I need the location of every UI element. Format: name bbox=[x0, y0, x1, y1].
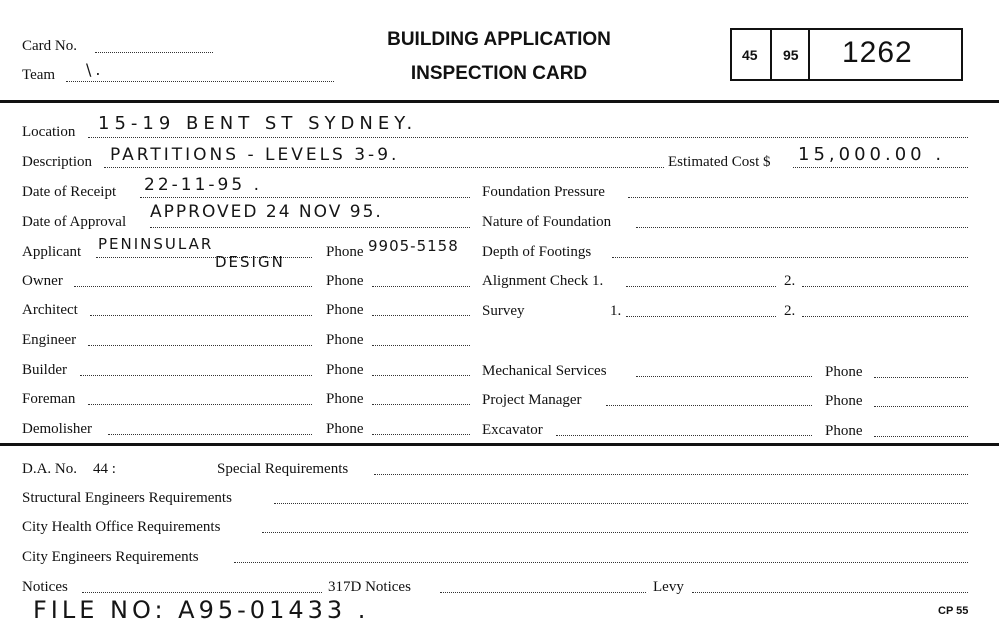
demolisher-line bbox=[108, 434, 312, 435]
description-line bbox=[104, 167, 664, 168]
applicant-phone-label: Phone bbox=[326, 244, 364, 260]
location-line bbox=[88, 137, 968, 138]
engineer-phone-label: Phone bbox=[326, 332, 364, 348]
date-of-receipt-label: Date of Receipt bbox=[22, 184, 117, 200]
depth-of-footings-line bbox=[612, 257, 968, 258]
mechanical-services-label: Mechanical Services bbox=[482, 363, 607, 379]
owner-line bbox=[74, 286, 312, 287]
foreman-phone-line bbox=[372, 404, 470, 405]
survey-2-line bbox=[802, 316, 968, 317]
applicant-label: Applicant bbox=[22, 244, 82, 260]
team-line bbox=[66, 81, 334, 82]
team-label: Team bbox=[22, 67, 56, 83]
applicant-phone-value: 9905-5158 bbox=[368, 237, 459, 255]
date-of-receipt-value: 22-11-95 . bbox=[144, 175, 262, 195]
form-code: CP 55 bbox=[938, 605, 969, 617]
mechanical-services-line bbox=[636, 376, 812, 377]
date-of-approval-label: Date of Approval bbox=[22, 214, 127, 230]
location-label: Location bbox=[22, 124, 76, 140]
foundation-pressure-label: Foundation Pressure bbox=[482, 184, 605, 200]
depth-of-footings-label: Depth of Footings bbox=[482, 244, 592, 260]
owner-phone-line bbox=[372, 286, 470, 287]
levy-line bbox=[692, 592, 968, 593]
foreman-line bbox=[88, 404, 312, 405]
city-engineers-line bbox=[234, 562, 968, 563]
engineer-label: Engineer bbox=[22, 332, 77, 348]
notices-line bbox=[82, 592, 322, 593]
applicant-value-line1: PENINSULAR bbox=[98, 235, 214, 253]
city-health-line bbox=[262, 532, 968, 533]
demolisher-label: Demolisher bbox=[22, 421, 92, 437]
applicant-value-line2: DESIGN bbox=[215, 253, 285, 271]
survey-label: Survey bbox=[482, 303, 525, 319]
file-no-value: FILE NO: A95-01433 . bbox=[33, 596, 370, 624]
date-of-receipt-line bbox=[140, 197, 470, 198]
mechanical-services-phone-line bbox=[874, 377, 968, 378]
builder-line bbox=[80, 375, 312, 376]
project-manager-label: Project Manager bbox=[482, 392, 582, 408]
date-of-approval-line bbox=[150, 227, 470, 228]
survey-1-label: 1. bbox=[610, 303, 622, 319]
demolisher-phone-line bbox=[372, 434, 470, 435]
structural-engineers-label: Structural Engineers Requirements bbox=[22, 490, 232, 506]
estimated-cost-value: 15,000.00 . bbox=[798, 144, 946, 165]
estimated-cost-line bbox=[793, 167, 968, 168]
description-label: Description bbox=[22, 154, 92, 170]
owner-label: Owner bbox=[22, 273, 63, 289]
project-manager-phone-line bbox=[874, 406, 968, 407]
date-of-approval-value: APPROVED 24 NOV 95. bbox=[150, 202, 383, 222]
team-value: \. bbox=[86, 60, 105, 79]
foreman-phone-label: Phone bbox=[326, 391, 364, 407]
special-requirements-label: Special Requirements bbox=[217, 461, 349, 477]
alignment-check-1-line bbox=[626, 286, 776, 287]
city-health-label: City Health Office Requirements bbox=[22, 519, 221, 535]
excavator-line bbox=[556, 435, 812, 436]
nature-of-foundation-label: Nature of Foundation bbox=[482, 214, 612, 230]
box-left-value: 45 bbox=[742, 47, 758, 63]
alignment-check-label: Alignment Check 1. bbox=[482, 273, 604, 289]
owner-phone-label: Phone bbox=[326, 273, 364, 289]
da-no-value: 44 : bbox=[93, 461, 116, 477]
builder-label: Builder bbox=[22, 362, 67, 378]
engineer-phone-line bbox=[372, 345, 470, 346]
excavator-label: Excavator bbox=[482, 422, 543, 438]
structural-engineers-line bbox=[274, 503, 968, 504]
notices-317d-line bbox=[440, 592, 646, 593]
card-no-line bbox=[95, 52, 213, 53]
survey-2-label: 2. bbox=[784, 303, 796, 319]
middle-rule bbox=[0, 443, 999, 446]
box-dot: · bbox=[769, 53, 774, 69]
architect-line bbox=[90, 315, 312, 316]
foreman-label: Foreman bbox=[22, 391, 76, 407]
title-line-2: INSPECTION CARD bbox=[410, 63, 588, 84]
engineer-line bbox=[88, 345, 312, 346]
description-value: PARTITIONS - LEVELS 3-9. bbox=[110, 145, 400, 165]
title-line-1: BUILDING APPLICATION bbox=[387, 29, 611, 50]
notices-317d-label: 317D Notices bbox=[328, 579, 411, 595]
alignment-check-2-line bbox=[802, 286, 968, 287]
estimated-cost-label: Estimated Cost $ bbox=[668, 154, 771, 170]
builder-phone-line bbox=[372, 375, 470, 376]
levy-label: Levy bbox=[653, 579, 684, 595]
architect-phone-label: Phone bbox=[326, 302, 364, 318]
notices-label: Notices bbox=[22, 579, 68, 595]
architect-label: Architect bbox=[22, 302, 78, 318]
special-requirements-line bbox=[374, 474, 968, 475]
foundation-pressure-line bbox=[628, 197, 968, 198]
project-manager-line bbox=[606, 405, 812, 406]
card-no-label: Card No. bbox=[22, 38, 77, 54]
da-no-label: D.A. No. bbox=[22, 461, 77, 477]
box-mid-value: 95 bbox=[783, 47, 799, 63]
box-divider-2 bbox=[808, 30, 810, 79]
top-rule bbox=[0, 100, 999, 103]
nature-of-foundation-line bbox=[636, 227, 968, 228]
alignment-check-2-label: 2. bbox=[784, 273, 796, 289]
excavator-phone-line bbox=[874, 436, 968, 437]
survey-1-line bbox=[626, 316, 776, 317]
builder-phone-label: Phone bbox=[326, 362, 364, 378]
location-value: 15-19 BENT ST SYDNEY. bbox=[98, 113, 418, 134]
city-engineers-label: City Engineers Requirements bbox=[22, 549, 199, 565]
demolisher-phone-label: Phone bbox=[326, 421, 364, 437]
card-number: 1262 bbox=[842, 36, 913, 69]
mechanical-services-phone-label: Phone bbox=[825, 364, 863, 380]
project-manager-phone-label: Phone bbox=[825, 393, 863, 409]
excavator-phone-label: Phone bbox=[825, 423, 863, 439]
reference-box bbox=[730, 28, 963, 81]
architect-phone-line bbox=[372, 315, 470, 316]
